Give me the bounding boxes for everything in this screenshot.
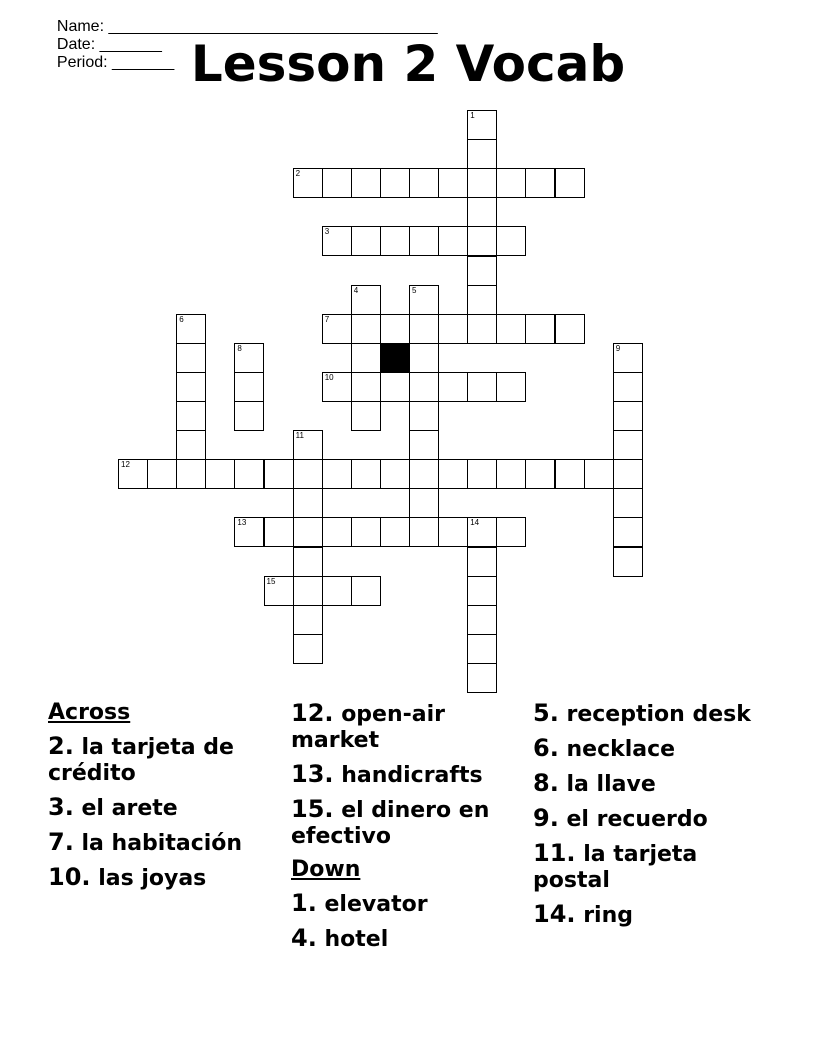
crossword-cell[interactable]	[496, 459, 526, 489]
clue-number: 7	[324, 314, 330, 324]
crossword-cell[interactable]	[584, 459, 614, 489]
crossword-cell[interactable]	[351, 226, 381, 256]
crossword-cell[interactable]	[555, 459, 585, 489]
clue-number: 11	[295, 431, 304, 441]
clue-number: 8	[237, 343, 242, 353]
crossword-cell[interactable]	[409, 401, 439, 431]
crossword-cell[interactable]	[467, 547, 497, 577]
crossword-cell[interactable]	[613, 343, 643, 373]
crossword-cell[interactable]	[322, 576, 352, 606]
crossword-cell[interactable]	[293, 459, 323, 489]
crossword-cell[interactable]	[234, 401, 264, 431]
clue-number: 1	[470, 111, 475, 120]
clue-down-9: 9. el recuerdo	[533, 804, 708, 832]
clue-down-14: 14. ring	[533, 900, 633, 928]
crossword-cell[interactable]	[176, 372, 206, 402]
crossword-cell[interactable]	[613, 459, 643, 489]
crossword-cell[interactable]	[467, 663, 497, 693]
date-field[interactable]: Date: _______	[56, 36, 162, 53]
crossword-cell[interactable]	[409, 488, 439, 518]
crossword-cell[interactable]	[322, 372, 352, 402]
crossword-cell[interactable]	[409, 226, 439, 256]
crossword-cell[interactable]	[293, 517, 323, 547]
crossword-cell[interactable]	[613, 517, 643, 547]
crossword-cell[interactable]	[380, 517, 410, 547]
crossword-cell[interactable]	[322, 226, 352, 256]
crossword-cell[interactable]	[409, 430, 439, 460]
crossword-cell[interactable]	[467, 139, 497, 169]
crossword-cell[interactable]	[467, 110, 497, 140]
crossword-cell[interactable]	[438, 517, 468, 547]
crossword-cell[interactable]	[234, 343, 264, 373]
clue-number: 15	[266, 576, 276, 586]
crossword-cell[interactable]	[467, 459, 497, 489]
crossword-cell[interactable]	[234, 517, 264, 547]
crossword-cell[interactable]	[613, 401, 643, 431]
crossword-cell[interactable]	[351, 459, 381, 489]
page-title: Lesson 2 Vocab	[190, 35, 626, 93]
crossword-cell[interactable]	[555, 168, 585, 198]
crossword-cell[interactable]	[438, 372, 468, 402]
clue-down-4: 4. hotel	[291, 924, 389, 952]
crossword-cell[interactable]	[176, 430, 206, 460]
crossword-cell[interactable]	[467, 372, 497, 402]
crossword-cell[interactable]	[322, 314, 352, 344]
crossword-cell[interactable]	[351, 343, 381, 373]
crossword-cell[interactable]	[409, 168, 439, 198]
crossword-cell[interactable]	[322, 517, 352, 547]
crossword-cell[interactable]	[409, 372, 439, 402]
crossword-cell[interactable]	[496, 314, 526, 344]
crossword-cell[interactable]	[264, 459, 294, 489]
crossword-cell[interactable]	[351, 372, 381, 402]
clue-number: 12	[121, 460, 130, 470]
crossword-cell[interactable]	[205, 459, 235, 489]
clue-down-6: 6. necklace	[533, 734, 676, 762]
clue-number: 2	[295, 169, 301, 179]
clue-across-3: 3. el arete	[48, 793, 178, 821]
clue-down-8: 8. la llave	[533, 769, 656, 797]
crossword-cell[interactable]	[351, 314, 381, 344]
crossword-cell[interactable]	[496, 168, 526, 198]
crossword-cell[interactable]	[293, 547, 323, 577]
crossword-cell[interactable]	[351, 401, 381, 431]
crossword-cell[interactable]	[380, 168, 410, 198]
crossword-cell[interactable]	[438, 459, 468, 489]
crossword-cell[interactable]	[293, 605, 323, 635]
crossword-cell[interactable]	[176, 343, 206, 373]
clue-number: 6	[179, 314, 184, 324]
crossword-cell[interactable]	[176, 459, 206, 489]
crossword-cell[interactable]	[351, 576, 381, 606]
crossword-cell[interactable]	[380, 372, 410, 402]
crossword-cell[interactable]	[293, 430, 323, 460]
crossword-cell[interactable]	[467, 256, 497, 286]
crossword-cell[interactable]	[293, 634, 323, 664]
crossword-cell[interactable]	[496, 517, 526, 547]
clue-number: 13	[237, 518, 247, 528]
crossword-cell[interactable]	[496, 372, 526, 402]
crossword-cell[interactable]	[467, 226, 497, 256]
clue-across-7: 7. la habitación	[48, 828, 243, 856]
clue-across-13: 13. handicrafts	[291, 760, 483, 788]
clue-number: 10	[324, 372, 334, 382]
crossword-cell[interactable]	[467, 168, 497, 198]
crossword-cell[interactable]	[467, 576, 497, 606]
down-heading: Down	[291, 857, 361, 882]
crossword-cell[interactable]	[467, 285, 497, 315]
clue-number: 3	[324, 227, 330, 237]
crossword-cell[interactable]	[409, 314, 439, 344]
crossword-cell[interactable]	[176, 401, 206, 431]
clues-column-2	[291, 700, 516, 960]
clue-across-12: 12. open-air market	[291, 699, 445, 753]
crossword-cell[interactable]	[234, 459, 264, 489]
crossword-cell[interactable]	[409, 285, 439, 315]
crossword-cell[interactable]	[293, 488, 323, 518]
crossword-cell[interactable]	[147, 459, 177, 489]
name-field[interactable]: Name: _____________________________________	[56, 18, 438, 35]
crossword-cell[interactable]	[234, 372, 264, 402]
clue-across-15: 15. el dinero en efectivo	[291, 795, 490, 849]
crossword-cell[interactable]	[525, 314, 555, 344]
crossword-cell[interactable]	[176, 314, 206, 344]
crossword-cell[interactable]	[438, 168, 468, 198]
crossword-cell[interactable]	[293, 168, 323, 198]
crossword-cell[interactable]	[467, 314, 497, 344]
crossword-cell[interactable]	[525, 168, 555, 198]
crossword-cell[interactable]	[613, 488, 643, 518]
clue-down-11: 11. la tarjeta postal	[533, 839, 698, 893]
crossword-cell[interactable]	[467, 605, 497, 635]
crossword-cell[interactable]	[380, 459, 410, 489]
period-field[interactable]: Period: _______	[56, 54, 175, 71]
crossword-cell[interactable]	[380, 226, 410, 256]
crossword-cell[interactable]	[409, 459, 439, 489]
clue-down-1: 1. elevator	[291, 889, 428, 917]
clues-column-1	[48, 700, 273, 899]
crossword-cell[interactable]	[555, 314, 585, 344]
crossword-cell[interactable]	[467, 634, 497, 664]
crossword-cell[interactable]	[380, 314, 410, 344]
crossword-cell[interactable]	[467, 517, 497, 547]
across-heading: Across	[48, 700, 131, 725]
crossword-cell[interactable]	[264, 576, 294, 606]
clue-number: 9	[615, 343, 621, 353]
crossword-cell[interactable]	[322, 459, 352, 489]
crossword-cell[interactable]	[293, 576, 323, 606]
crossword-cell[interactable]	[409, 343, 439, 373]
crossword-cell[interactable]	[613, 430, 643, 460]
crossword-cell[interactable]	[438, 226, 468, 256]
crossword-cell[interactable]	[351, 285, 381, 315]
clue-number: 14	[470, 518, 480, 528]
crossword-cell[interactable]	[613, 547, 643, 577]
crossword-cell[interactable]	[438, 314, 468, 344]
crossword-cell[interactable]	[525, 459, 555, 489]
clues-column-3	[533, 700, 768, 936]
crossword-cell[interactable]	[351, 517, 381, 547]
crossword-black-cell	[380, 343, 410, 373]
crossword-cell[interactable]	[264, 517, 294, 547]
clue-down-5: 5. reception desk	[533, 699, 751, 727]
crossword-cell[interactable]	[496, 226, 526, 256]
crossword-cell[interactable]	[409, 517, 439, 547]
crossword-cell[interactable]	[351, 168, 381, 198]
crossword-cell[interactable]	[467, 197, 497, 227]
crossword-cell[interactable]	[613, 372, 643, 402]
clue-number: 5	[412, 285, 417, 295]
clue-across-10: 10. las joyas	[48, 863, 207, 891]
clue-number: 4	[353, 285, 359, 295]
clue-across-2: 2. la tarjeta de crédito	[48, 732, 234, 786]
crossword-cell[interactable]	[322, 168, 352, 198]
crossword-cell[interactable]	[118, 459, 148, 489]
